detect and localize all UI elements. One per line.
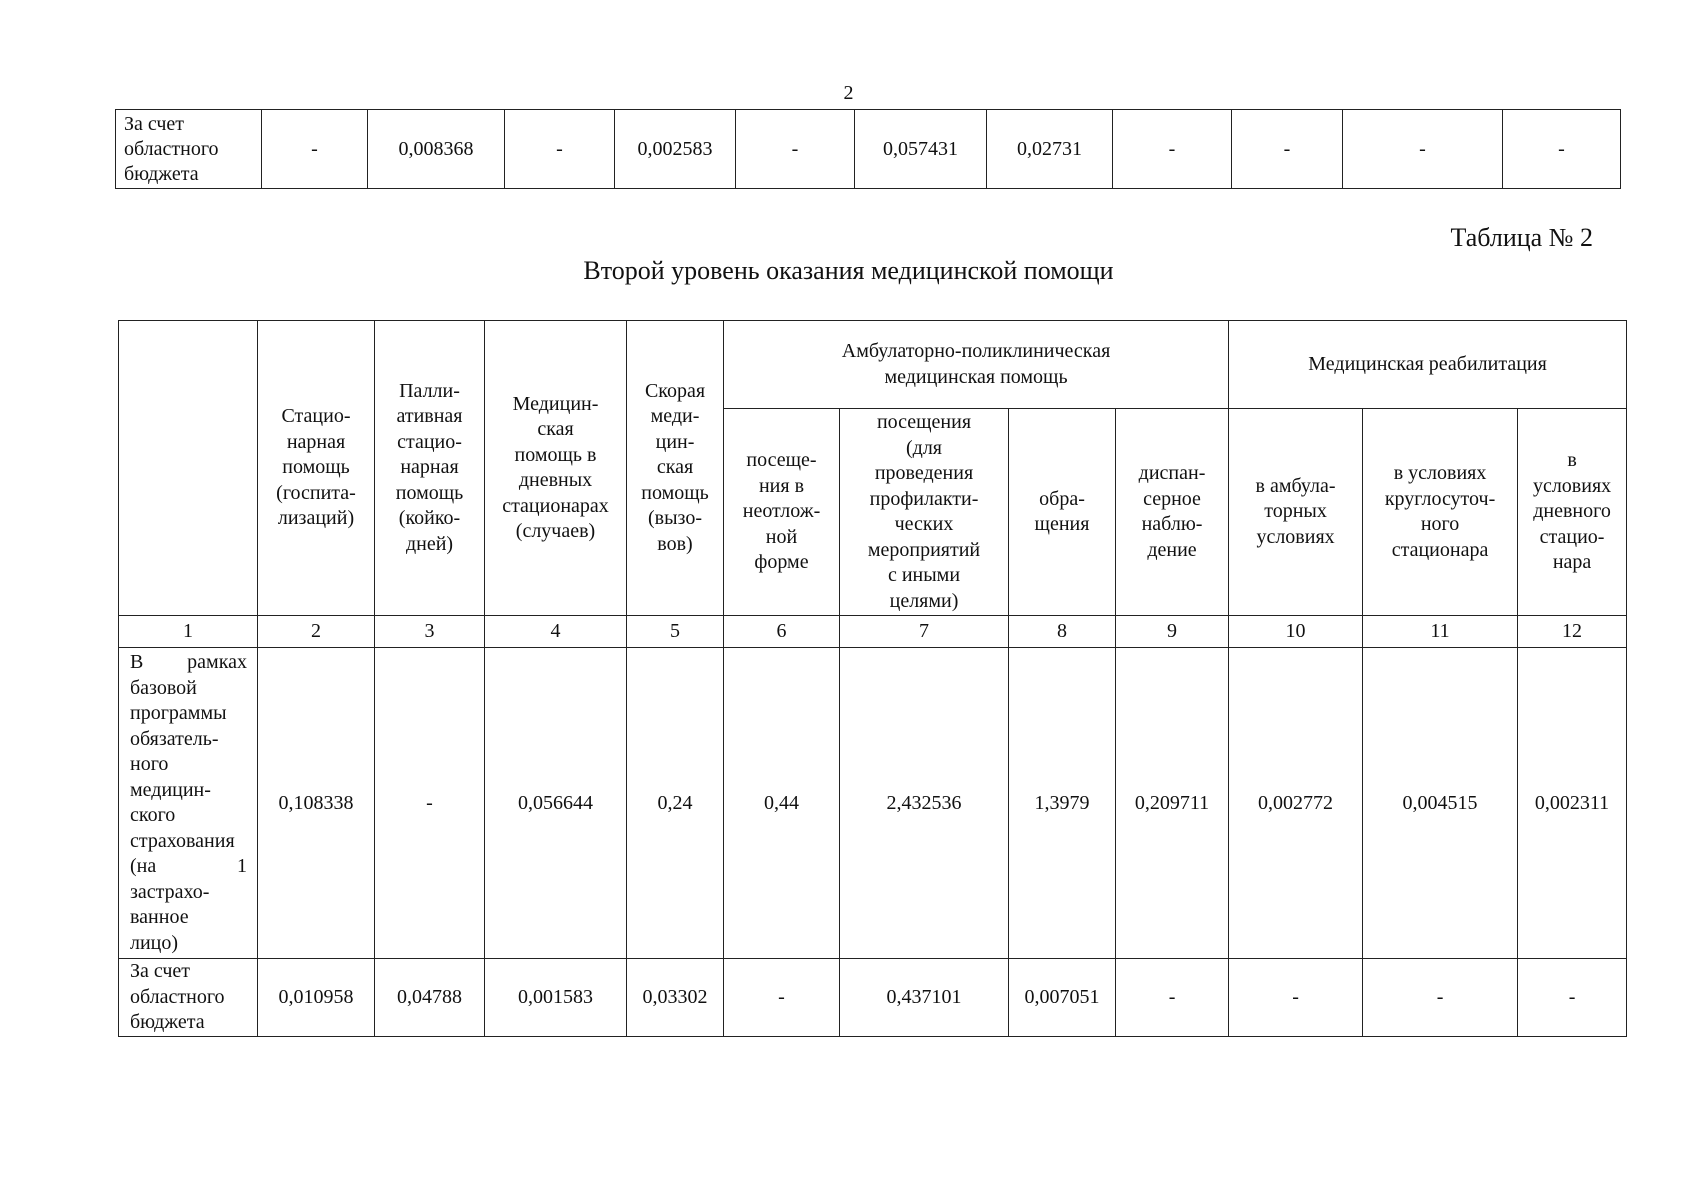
table-cell: 0,24 [627, 648, 724, 959]
header-col-12: в условиях дневного стацио- нара [1518, 409, 1627, 616]
header-col-11: в условиях круглосуточ- ного стационара [1363, 409, 1518, 616]
table-cell: 0,008368 [368, 110, 505, 189]
table-row [116, 110, 1621, 189]
table-cell: 0,002772 [1229, 648, 1363, 959]
table-cell: - [1232, 110, 1343, 189]
table-cell: - [505, 110, 615, 189]
col-number: 1 [119, 616, 258, 648]
table-cell: 0,004515 [1363, 648, 1518, 959]
col-number: 9 [1116, 616, 1229, 648]
col-number: 4 [485, 616, 627, 648]
table-cell: - [1116, 959, 1229, 1037]
col-number: 2 [258, 616, 375, 648]
table-cell: 0,002311 [1518, 648, 1627, 959]
header-col-6: посеще- ния в неотлож- ной форме [724, 409, 840, 616]
col-number: 8 [1009, 616, 1116, 648]
col-number: 6 [724, 616, 840, 648]
table-cell: - [724, 959, 840, 1037]
table-label: Таблица № 2 [1450, 223, 1593, 252]
table-cell: - [736, 110, 855, 189]
row-label-regional: За счет областного бюджета [119, 959, 258, 1037]
row-label: За счет областного бюджета [116, 110, 262, 189]
table-cell: 0,437101 [840, 959, 1009, 1037]
number-row [119, 616, 1627, 648]
table-cell: - [1229, 959, 1363, 1037]
header-col-5: Скорая меди- цин- ская помощь (вызо- вов) [627, 321, 724, 616]
col-number: 12 [1518, 616, 1627, 648]
table-cell: 0,209711 [1116, 648, 1229, 959]
table-cell: - [1113, 110, 1232, 189]
header-row [119, 321, 1627, 409]
header-col-8: обра- щения [1009, 409, 1116, 616]
table-cell: 0,108338 [258, 648, 375, 959]
col-number: 7 [840, 616, 1009, 648]
header-col-4: Медицин- ская помощь в дневных стационарах (случаев) [485, 321, 627, 616]
table-cell: 0,03302 [627, 959, 724, 1037]
table-row [119, 648, 1627, 959]
table-cell: 0,007051 [1009, 959, 1116, 1037]
page-number: 2 [843, 82, 854, 104]
table-cell: 0,057431 [855, 110, 987, 189]
header-col-9: диспан- серное наблю- дение [1116, 409, 1229, 616]
col-number: 10 [1229, 616, 1363, 648]
header-group-ambulatory: Амбулаторно-поликлиническая медицинская помощь [724, 321, 1229, 409]
table-cell: 0,04788 [375, 959, 485, 1037]
table-cell: 0,001583 [485, 959, 627, 1037]
table-cell: - [262, 110, 368, 189]
header-group-rehabilitation: Медицинская реабилитация [1229, 321, 1627, 409]
header-col-7: посещения (для проведения профилакти- ческих мероприятий с иными целями) [840, 409, 1009, 616]
header-col-3: Палли- ативная стацио- нарная помощь (койко- дней) [375, 321, 485, 616]
col-number: 5 [627, 616, 724, 648]
table-cell: - [1518, 959, 1627, 1037]
header-col-2: Стацио- нарная помощь (госпита- лизаций) [258, 321, 375, 616]
header-col-10: в амбула- торных условиях [1229, 409, 1363, 616]
table-title: Второй уровень оказания медицинской помощи [583, 256, 1114, 285]
table-second-level [118, 320, 1627, 1037]
table-cell: - [375, 648, 485, 959]
table-cell: 0,002583 [615, 110, 736, 189]
table-cell: 0,010958 [258, 959, 375, 1037]
table-cell: 0,056644 [485, 648, 627, 959]
table-cell: 0,44 [724, 648, 840, 959]
table-cell: - [1363, 959, 1518, 1037]
header-empty [119, 321, 258, 616]
table-continuation [115, 109, 1621, 189]
table-row [119, 959, 1627, 1037]
table-cell: 1,3979 [1009, 648, 1116, 959]
table-cell: - [1503, 110, 1621, 189]
table-cell: 2,432536 [840, 648, 1009, 959]
table-cell: - [1343, 110, 1503, 189]
table-cell: 0,02731 [987, 110, 1113, 189]
col-number: 3 [375, 616, 485, 648]
col-number: 11 [1363, 616, 1518, 648]
row-label-oms: В рамках базовой программы обязатель- ного медицин- ского страхования (на 1 застрахо- ванное лицо) [119, 648, 258, 959]
